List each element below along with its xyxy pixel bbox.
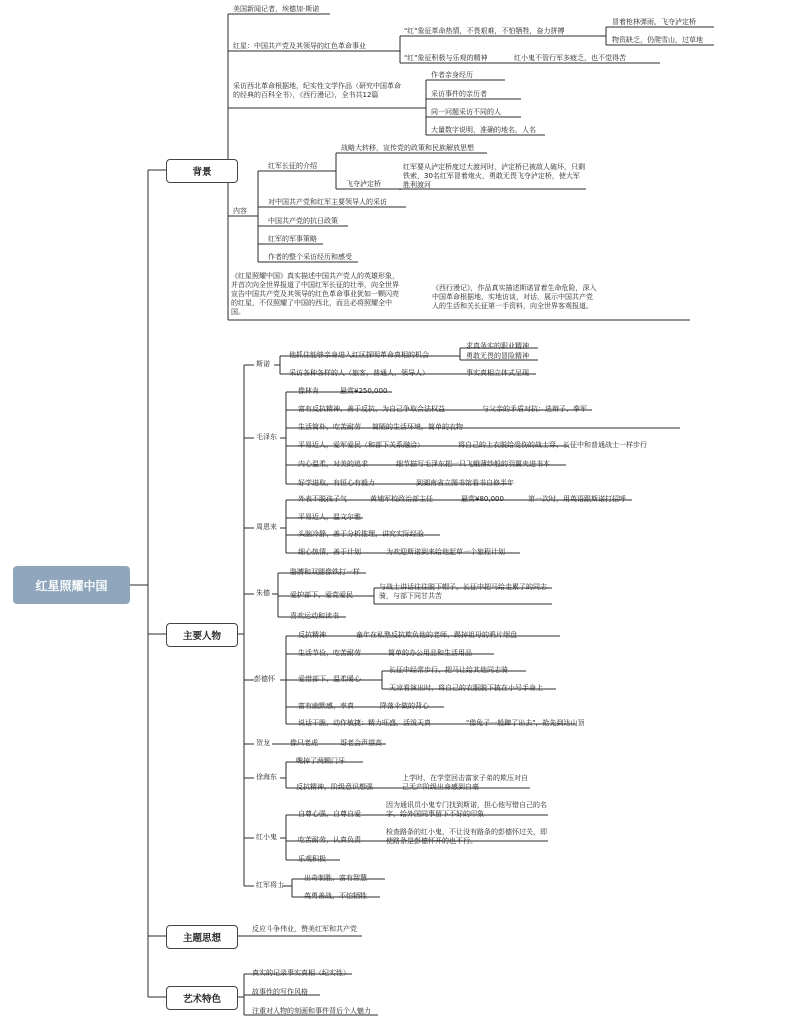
char-peng-rebellion[interactable]: 反抗精神 [298,631,326,639]
char-zhu-caring-detail[interactable]: 与战士讲话往往脱下帽子，长征中把马给走累了的同志骑，与部下同甘共苦 [379,583,547,600]
art-characterization[interactable]: 注重对人物的刻画和事件背后个人魅力 [252,1007,371,1015]
char-xiao-optimistic[interactable]: 乐观积极 [298,855,326,863]
char-peng-humor[interactable]: 富有幽默感，率真 [298,702,354,710]
char-mao-lincoln[interactable]: 像林肯 [298,387,319,395]
char-snow[interactable]: 斯诺 [256,360,270,368]
char-xu[interactable]: 徐海东 [256,773,277,781]
bg-work[interactable]: 采访西北革命根据地，纪实性文学作品（研究中国革命的经典的百科全书），《西行漫记》，全书共12篇 [233,82,401,99]
char-zhou-english-greeting[interactable]: 第一次时，用英语跟斯诺打招呼 [528,495,626,503]
char-he-tiger[interactable]: 像只老虎 [290,739,318,747]
root-topic[interactable]: 红星照耀中国 [13,566,130,604]
char-mao-approachable[interactable]: 平易近人，爱军爱民（和部下关系融洽） [298,441,424,449]
char-he-gelaohui[interactable]: 哥老会声望高 [340,739,382,747]
char-peng-rebellion-detail[interactable]: 童年在私塾反抗欺负他的老师，踢掉祖母的鸦片烟盘 [356,631,517,639]
bg-work-experience[interactable]: 作者亲身经历 [431,71,473,79]
char-snow-interview-people[interactable]: 采访各种各样的人（旅客，普通人，领导人） [289,369,429,377]
bg-author[interactable]: 美国新闻记者，埃德加·斯诺 [233,5,320,13]
char-peng-frugal[interactable]: 生活节俭，吃苦耐劳 [298,649,361,657]
char-mao-simple-life-detail[interactable]: 简陋的生活环境，简单的衣物 [372,423,463,431]
char-peng-caring[interactable]: 爱惜部下，温柔暖心 [298,675,361,683]
bg-redstar-optimism[interactable]: "红"象征积极与乐观的精神 [404,54,488,62]
art-storytelling[interactable]: 故事性的写作风格 [252,988,308,996]
char-peng-energetic-detail[interactable]: "像兔子一般蹿了出去"，抢先到达山顶 [466,719,585,727]
bg-work-multiple-sources[interactable]: 同一问题采访不同的人 [431,108,501,116]
char-snow-stereo-truth[interactable]: 事实真相立体式呈现 [466,369,529,377]
bg-content[interactable]: 内容 [233,207,247,215]
char-red-army-soldiers[interactable]: 红军将士 [256,881,284,889]
char-xu-teeth[interactable]: 嘴掉了两颗门牙 [296,757,345,765]
branch-main-characters[interactable]: 主要人物 [166,623,238,647]
theme-text[interactable]: 反应斗争伟业，赞美红军和共产党 [252,925,357,933]
char-snow-truth-spirit[interactable]: 求真务实的职业精神 [466,342,529,350]
branch-art-features[interactable]: 艺术特色 [166,986,238,1010]
char-mao-studious-detail[interactable]: 到湖南省立图书馆看书自修半年 [416,479,514,487]
bg-long-march[interactable]: 红军长征的介绍 [268,162,317,170]
char-peng-frugal-detail[interactable]: 简单的办公用品和生活用品 [388,649,472,657]
char-mao-rebellion[interactable]: 富有反抗精神，善于反抗，为自己争取合法权益 [298,405,445,413]
bg-redstar[interactable]: 红星：中国共产党及其领导的红色革命事业 [233,42,366,50]
bg-redstar-passion[interactable]: "红"象征革命热情，不畏艰难，不怕牺牲，奋力拼搏 [404,27,565,35]
bg-military-strategy[interactable]: 红军的军事策略 [268,235,317,243]
char-zhou[interactable]: 周恩来 [256,523,277,531]
branch-background[interactable]: 背景 [166,159,238,183]
bg-luding-bridge[interactable]: 飞夺泸定桥 [346,180,381,188]
char-xu-class-consciousness[interactable]: 反抗精神，阶级意识想强 [296,783,373,791]
char-peng-caring-horse[interactable]: 长征中经常步行，把马让给其他同志骑 [389,666,508,674]
bg-interviews[interactable]: 对中国共产党和红军主要领导人的采访 [268,198,387,206]
char-zhou-whampoa[interactable]: 黄埔军校政治部主任 [370,495,433,503]
char-he-long[interactable]: 贺龙 [256,739,270,747]
char-peng[interactable]: 彭德怀 [254,675,275,683]
bg-work-witnesses[interactable]: 采访事件的亲历者 [431,90,487,98]
char-xiao-responsible-detail[interactable]: 检查路条的红小鬼，不让没有路条的彭德怀过关，即使路条是彭德怀开的也不行。 [386,828,547,845]
art-documentary[interactable]: 真实的记录事实真相（纪实性） [252,969,350,977]
bg-anti-japanese[interactable]: 中国共产党的抗日政策 [268,217,338,225]
char-xiao-responsible[interactable]: 吃苦耐劳，认真负责 [298,836,361,844]
bg-strategic-transfer[interactable]: 战略大转移，宣传党的政策和民族解放思想 [341,144,474,152]
char-xu-school-detail[interactable]: 上学时，在学堂回击富家子弟的欺压对自己无产阶级出身感到自豪 [402,774,528,791]
char-mao-rebellion-detail[interactable]: 与父亲的矛盾对抗：选辩子、拳军 [482,405,587,413]
char-peng-caring-clothes[interactable]: 天凉看演出时，将自己的衣服脱下披在小号手身上 [389,684,543,692]
char-zhou-planner[interactable]: 细心热情，善于计划 [298,548,361,556]
bg-summary-right[interactable]: 《西行漫记》，作品真实描述斯诺冒着生命危险，深入中国革命根据地，实地访谈，对话，展示中国共产党人的生活和关长征第一手资料，向全世界客观报道。 [432,284,597,310]
char-xiao-self-respect[interactable]: 自尊心强，自尊自爱 [298,810,361,818]
char-soldier-wisdom[interactable]: 出奇制胜，富有智慧 [304,874,367,882]
char-snow-adventure-spirit[interactable]: 勇敢无畏的冒险精神 [466,352,529,360]
bg-summary-left[interactable]: 《红星照耀中国》真实描述中国共产党人的英雄形象，并首次向全世界报道了中国红军长征的壮举，向全世界宣告中国共产党及其领导的红色革命事业犹如一颗闪亮的红星，不仅照耀了中国的西北，而且必将照耀全中国。 [231,272,399,316]
char-mao-studious[interactable]: 好学进取，有恒心有毅力 [298,479,375,487]
bg-work-numbers[interactable]: 大量数字说明，准确的地名，人名 [431,126,536,134]
char-peng-humor-detail[interactable]: 降落伞做的背心 [380,702,429,710]
char-zhou-calm[interactable]: 头脑冷静，善于分析推理，讲究实际经验 [298,530,424,538]
bg-redstar-snow-mountain[interactable]: 物资缺乏，仍爬雪山，过草地 [612,36,703,44]
branch-theme[interactable]: 主题思想 [166,925,238,949]
bg-redstar-luding[interactable]: 冒着枪林弹雨，飞夺泸定桥 [612,18,696,26]
bg-luding-desc[interactable]: 红军要从泸定桥度过大渡河时，泸定桥已被敌人破坏，只剩铁索，30名红军冒着炮火，勇敢无畏飞夺泸定桥，使大军胜利渡河 [403,163,585,189]
char-mao-bounty[interactable]: 悬赏¥250,000 [340,387,388,395]
char-soldier-brave[interactable]: 英勇善战，不怕牺牲 [304,892,367,900]
char-snow-opportunity[interactable]: 他抓住能够亲身进入红区探明革命真相的机会 [289,351,429,359]
char-xiao-self-respect-detail[interactable]: 因为通讯员小鬼专门找到斯诺，担心他写错自己的名字，给外国同事留下不好的印象 [386,801,547,818]
char-peng-energetic[interactable]: 说话干脆，动作敏捷：精力旺盛，活泼天真 [298,719,431,727]
char-mao-gentle-detail[interactable]: 细节描写毛泽东把一只飞蛾薄纱般的羽翼夹进书本 [396,460,550,468]
char-mao-approachable-detail[interactable]: 将自己的上衣脱给受伤的战士穿，长征中和普通战士一样步行 [458,441,647,449]
char-zhu-strong[interactable]: 胳膊和双腿像铁打一样 [290,568,360,576]
bg-author-experience[interactable]: 作者的整个采访经历和感受 [268,253,352,261]
char-zhou-boyish[interactable]: 外表不脱孩子气 [298,495,347,503]
char-zhu[interactable]: 朱德 [256,589,270,597]
char-zhou-planner-detail[interactable]: 为欢迎斯诺到来给他起草一个旅程计划 [386,548,505,556]
bg-redstar-little-red-devil[interactable]: 红小鬼不管行军多疲乏，也不觉得苦 [514,54,626,62]
char-little-red-devil[interactable]: 红小鬼 [256,833,277,841]
char-zhu-sports-reading[interactable]: 喜欢运动和读书 [290,612,339,620]
char-zhu-caring[interactable]: 爱护部下，爱党爱民 [290,591,353,599]
char-zhou-gentle[interactable]: 平易近人，温文尔雅 [298,513,361,521]
char-mao-gentle[interactable]: 内心温柔，对美的追求 [298,460,368,468]
char-zhou-bounty[interactable]: 悬赏¥80,000 [461,495,504,503]
char-mao[interactable]: 毛泽东 [256,433,277,441]
char-mao-simple-life[interactable]: 生活简朴，吃苦耐劳 [298,423,361,431]
